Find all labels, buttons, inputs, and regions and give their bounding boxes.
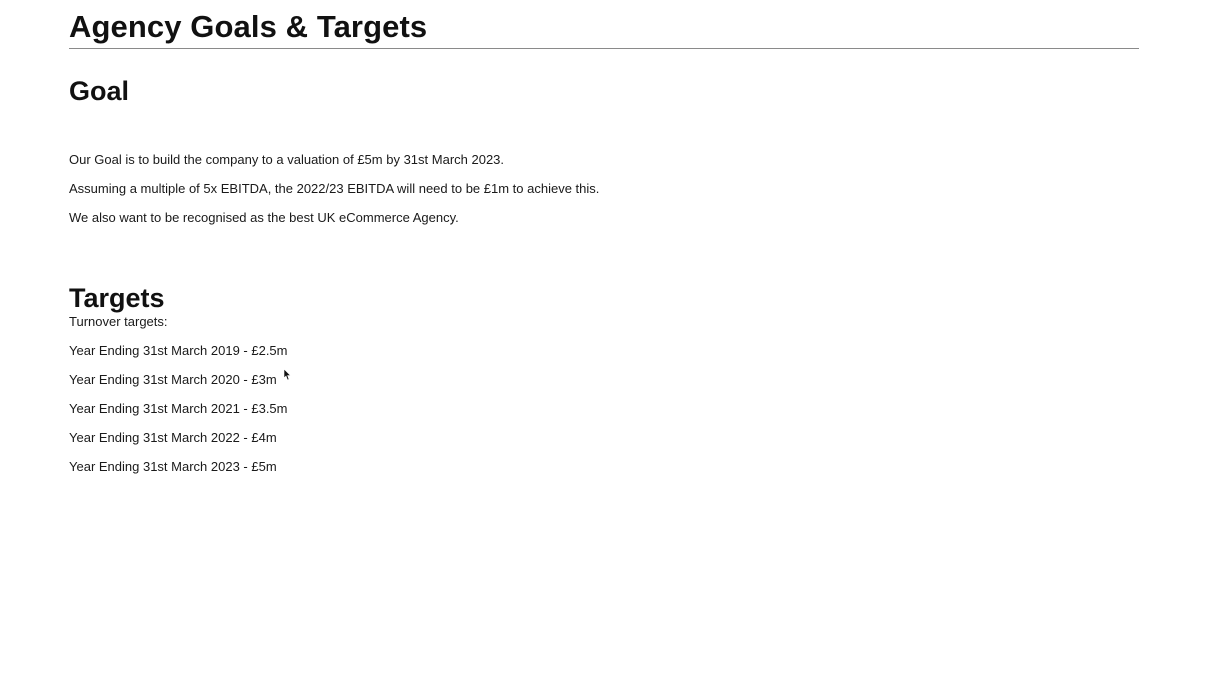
goal-line-ebitda: Assuming a multiple of 5x EBITDA, the 2022/23 EBITDA will need to be £1m to achieve this. [69, 181, 600, 196]
target-item-2022: Year Ending 31st March 2022 - £4m [69, 430, 277, 445]
target-item-2019: Year Ending 31st March 2019 - £2.5m [69, 343, 288, 358]
goal-line-recognition: We also want to be recognised as the best UK eCommerce Agency. [69, 210, 459, 225]
title-divider [69, 48, 1139, 49]
goal-line-valuation: Our Goal is to build the company to a valuation of £5m by 31st March 2023. [69, 152, 505, 167]
targets-intro: Turnover targets: [69, 314, 168, 329]
target-item-2023: Year Ending 31st March 2023 - £5m [69, 459, 277, 474]
document-title: Agency Goals & Targets [69, 9, 428, 44]
targets-heading: Targets [69, 283, 165, 313]
target-item-2021: Year Ending 31st March 2021 - £3.5m [69, 401, 288, 416]
target-item-2020: Year Ending 31st March 2020 - £3m [69, 372, 277, 387]
goal-heading: Goal [69, 76, 130, 106]
mouse-pointer-icon [283, 369, 291, 381]
